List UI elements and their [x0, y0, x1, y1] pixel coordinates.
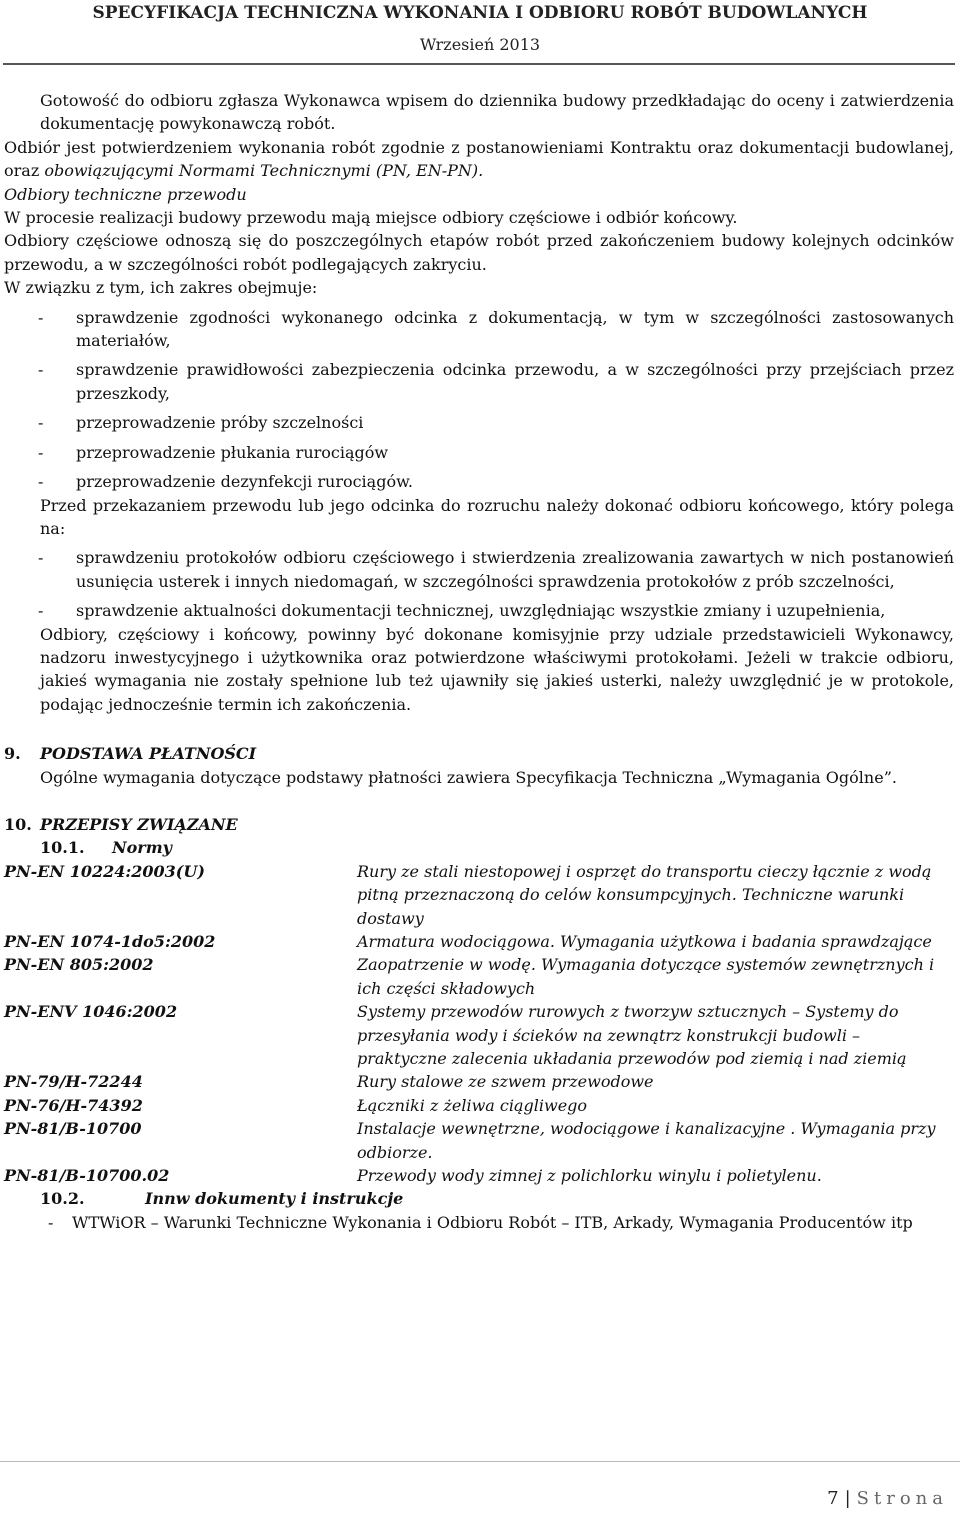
standard-row [4, 1000, 954, 1070]
standard-row [4, 953, 954, 1000]
dash-bullet: - [38, 360, 44, 380]
standard-row [4, 1164, 954, 1187]
list-item-text: przeprowadzenie płukania rurociągów [76, 442, 389, 462]
paragraph-commission: Odbiory, częściowy i końcowy, powinny być dokonane komisyjnie przy udziale przedstawicieli Wykonawcy, nadzoru inwestycyjnego i użytkownika oraz potwierdzone właściwymi protokołami. Jeżeli w trakcie odbioru, jakieś wymagania nie zostały spełnione lub też ujawniły się jakieś usterki, należy uwzględnić je w protokole, podając jednocześnie termin ich zakończenia. [40, 624, 954, 714]
document-item [4, 1211, 954, 1234]
standard-description: Rury ze stali niestopowej i osprzęt do transportu cieczy łącznie z wodą pitną przeznaczoną do celów konsumpcyjnych. Techniczne warunki dostawy [357, 861, 932, 928]
standard-code: PN-79/H-72244 [4, 1072, 143, 1092]
standard-code: PN-76/H-74392 [4, 1095, 143, 1115]
standard-description: Instalacje wewnętrzne, wodociągowe i kanalizacyjne . Wymagania przy odbiorze. [357, 1119, 936, 1162]
standard-row [4, 860, 954, 930]
subheading-technical-acceptance: Odbiory techniczne przewodu [4, 184, 247, 204]
standard-code: PN-EN 1074-1do5:2002 [4, 932, 216, 951]
standard-description: Zaopatrzenie w wodę. Wymagania dotyczące systemów zewnętrznych i ich części składowych [357, 955, 935, 998]
standards-list [4, 860, 954, 1188]
subsection-10-2-heading [4, 1187, 954, 1210]
standard-row [4, 1070, 954, 1093]
subsection-10-2-title: Innw dokumenty i instrukcje [145, 1189, 404, 1209]
standard-description: Przewody wody zimnej z polichlorku winylu i polietylenu. [357, 1166, 822, 1186]
paragraph-acceptance-text: Odbiór jest potwierdzeniem wykonania robót zgodnie z postanowieniami Kontraktu oraz dokumentacji budowlanej, oraz [4, 137, 954, 181]
section-10-number: 10. [4, 814, 32, 834]
page-number-separator: | [844, 1488, 851, 1509]
standard-code: PN-EN 10224:2003(U) [4, 861, 205, 881]
standard-description: Armatura wodociągowa. Wymagania użytkowa i badania sprawdzające [357, 932, 932, 951]
dash-bullet: - [38, 548, 44, 568]
section-10-heading [4, 813, 954, 836]
standard-description: Łączniki z żeliwa ciągliwego [357, 1095, 588, 1115]
list-item [4, 546, 954, 593]
subsection-10-1-title: Normy [112, 838, 172, 858]
subsection-10-1-heading [4, 836, 954, 859]
standard-description: Systemy przewodów rurowych z tworzyw sztucznych – Systemy do przesyłania wody i ścieków na zewnątrz konstrukcji budowli – praktyczne zalecenia układania przewodów pod ziemią i nad ziemią [357, 1002, 907, 1069]
list-item-text: sprawdzenie zgodności wykonanego odcinka z dokumentacją, w tym w szczególności zastosowanych materiałów, [76, 307, 954, 351]
header-divider [3, 63, 955, 65]
paragraph-final-acceptance: Przed przekazaniem przewodu lub jego odcinka do rozruchu należy dokonać odbioru końcowego, który polega na: [40, 495, 954, 538]
paragraph-readiness: Gotowość do odbioru zgłasza Wykonawca wpisem do dziennika budowy przedkładając do oceny i zatwierdzenia dokumentację powykonawczą robót. [40, 91, 954, 134]
standard-row [4, 930, 954, 953]
page-number-word: Strona [856, 1488, 948, 1509]
list-item [4, 470, 954, 493]
paragraph-acceptance [4, 136, 954, 183]
list-item-text: sprawdzeniu protokołów odbioru częściowego i stwierdzenia zrealizowania zawartych w nich postanowień usunięcia usterek i innych niedomagań, w szczególności sprawdzenia protokołów z prób szczelności, [76, 548, 954, 591]
footer-divider [0, 1461, 960, 1462]
paragraph-acceptance-norms: obowiązującymi Normami Technicznymi (PN, EN-PN). [44, 161, 484, 181]
standard-description: Rury stalowe ze szwem przewodowe [357, 1072, 654, 1092]
standard-row [4, 1094, 954, 1117]
list-item-text: przeprowadzenie dezynfekcji rurociągów. [76, 472, 413, 492]
header-title: SPECYFIKACJA TECHNICZNA WYKONANIA I ODBIORU ROBÓT BUDOWLANYCH [92, 3, 868, 23]
section-9-text: Ogólne wymagania dotyczące podstawy płatności zawiera Specyfikacja Techniczna „Wymagania Ogólne”. [40, 767, 897, 787]
scope-list [4, 306, 954, 494]
dash-bullet: - [38, 307, 44, 327]
subsection-10-2-number: 10.2. [40, 1189, 85, 1209]
document-item-text: WTWiOR – Warunki Techniczne Wykonania i Odbioru Robót – ITB, Arkady, Wymagania Producentów itp [72, 1212, 913, 1232]
dash-bullet: - [38, 413, 44, 433]
list-item-text: sprawdzenie prawidłowości zabezpieczenia odcinka przewodu, a w szczególności przy przejściach przez przeszkody, [76, 360, 954, 403]
list-item [4, 411, 954, 434]
list-item-text: przeprowadzenie próby szczelności [76, 413, 364, 433]
final-acceptance-list [4, 546, 954, 622]
list-item [4, 441, 954, 464]
header-date: Wrzesień 2013 [419, 35, 541, 54]
section-9 [4, 742, 954, 789]
dash-bullet: - [38, 601, 44, 621]
paragraph-process: W procesie realizacji budowy przewodu mają miejsce odbiory częściowe i odbiór końcowy. [4, 208, 738, 228]
dash-bullet: - [48, 1212, 54, 1232]
subsection-10-1-number: 10.1. [40, 838, 85, 858]
section-9-heading [4, 742, 954, 765]
standard-row [4, 1117, 954, 1164]
standard-code: PN-81/B-10700.02 [4, 1166, 170, 1186]
section-9-number: 9. [4, 744, 21, 764]
list-item [4, 599, 954, 622]
page-number [827, 1488, 948, 1509]
page-number-value: 7 [827, 1488, 839, 1509]
standard-code: PN-EN 805:2002 [4, 955, 154, 975]
section-10 [4, 813, 954, 1234]
list-item [4, 306, 954, 353]
standard-code: PN-ENV 1046:2002 [4, 1002, 178, 1022]
dash-bullet: - [38, 442, 44, 462]
list-item [4, 358, 954, 405]
paragraph-partial: Odbiory częściowe odnoszą się do poszczególnych etapów robót przed zakończeniem budowy kolejnych odcinków przewodu, a w szczególności robót podlegających zakryciu. [4, 231, 954, 274]
section-9-title: PODSTAWA PŁATNOŚCI [40, 744, 257, 764]
dash-bullet: - [38, 472, 44, 492]
list-item-text: sprawdzenie aktualności dokumentacji technicznej, uwzględniając wszystkie zmiany i uzupełnienia, [76, 601, 886, 621]
section-10-title: PRZEPISY ZWIĄZANE [40, 814, 238, 834]
standard-code: PN-81/B-10700 [4, 1119, 142, 1139]
paragraph-scope: W związku z tym, ich zakres obejmuje: [4, 278, 318, 298]
document-body [4, 89, 954, 1234]
